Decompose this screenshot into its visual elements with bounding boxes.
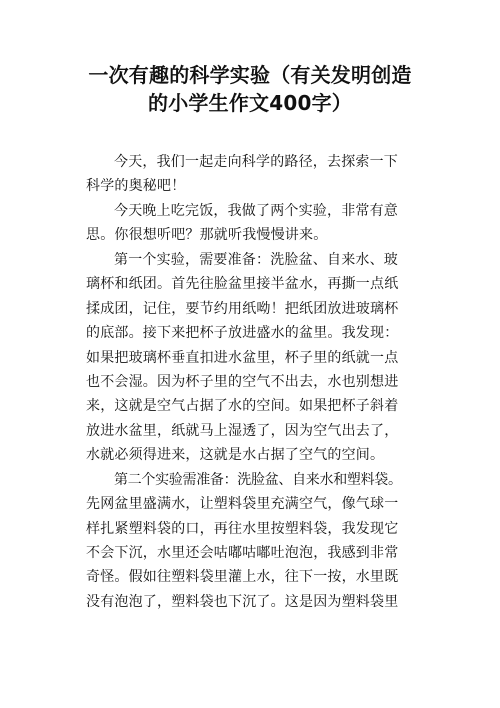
text-line: 也不会湿。因为杯子里的空气不出去，水也别想进 [86, 373, 399, 390]
document-title-line-2: 的小学生作文400字） [148, 91, 352, 115]
text-line: 今天晚上吃完饭，我做了两个实验，非常有意 [114, 202, 398, 219]
text-line: 第二个实验需准备：洗脸盆、自来水和塑料袋。 [114, 471, 402, 488]
text-line: 如果把玻璃杯垂直扣进水盆里，杯子里的纸就一点 [86, 349, 399, 366]
document-title-line-1: 一次有趣的科学实验（有关发明创造 [88, 63, 412, 87]
text-line: 第一个实验，需要准备：洗脸盆、自来水、玻 [114, 251, 398, 268]
text-line: 今天，我们一起走向科学的路径，去探索一下 [114, 154, 398, 170]
paragraph [86, 248, 436, 468]
text-line: 样扎紧塑料袋的口，再往水里按塑料袋，我发现它 [86, 520, 399, 537]
text-line: 没有泡泡了，塑料袋也下沉了。这是因为塑料袋里 [86, 593, 399, 610]
text-line: 揉成团，记住，要节约用纸呦！把纸团放进玻璃杯 [86, 300, 399, 317]
paragraph [86, 468, 436, 615]
paragraph [86, 199, 436, 248]
paragraph [86, 150, 436, 199]
text-line: 不会下沉，水里还会咕嘟咕嘟吐泡泡，我感到非常 [86, 545, 399, 561]
document-body [86, 150, 436, 614]
text-line: 思。你很想听吧？那就听我慢慢讲来。 [86, 227, 328, 244]
text-line: 放进水盆里，纸就马上湿透了，因为空气出去了， [86, 422, 399, 439]
text-line: 科学的奥秘吧！ [86, 178, 186, 195]
text-line: 水就必须得进来，这就是水占据了空气的空间。 [86, 447, 385, 464]
text-line: 的底部。接下来把杯子放进盛水的盆里。我发现： [86, 325, 399, 342]
text-line: 璃杯和纸团。首先往脸盆里接半盆水，再撕一点纸 [86, 276, 399, 293]
text-line: 奇怪。假如往塑料袋里灌上水，往下一按，水里既 [86, 569, 399, 586]
text-line: 先网盆里盛满水，让塑料袋里充满空气，像气球一 [86, 496, 399, 513]
text-line: 来，这就是空气占据了水的空间。如果把杯子斜着 [86, 398, 399, 415]
